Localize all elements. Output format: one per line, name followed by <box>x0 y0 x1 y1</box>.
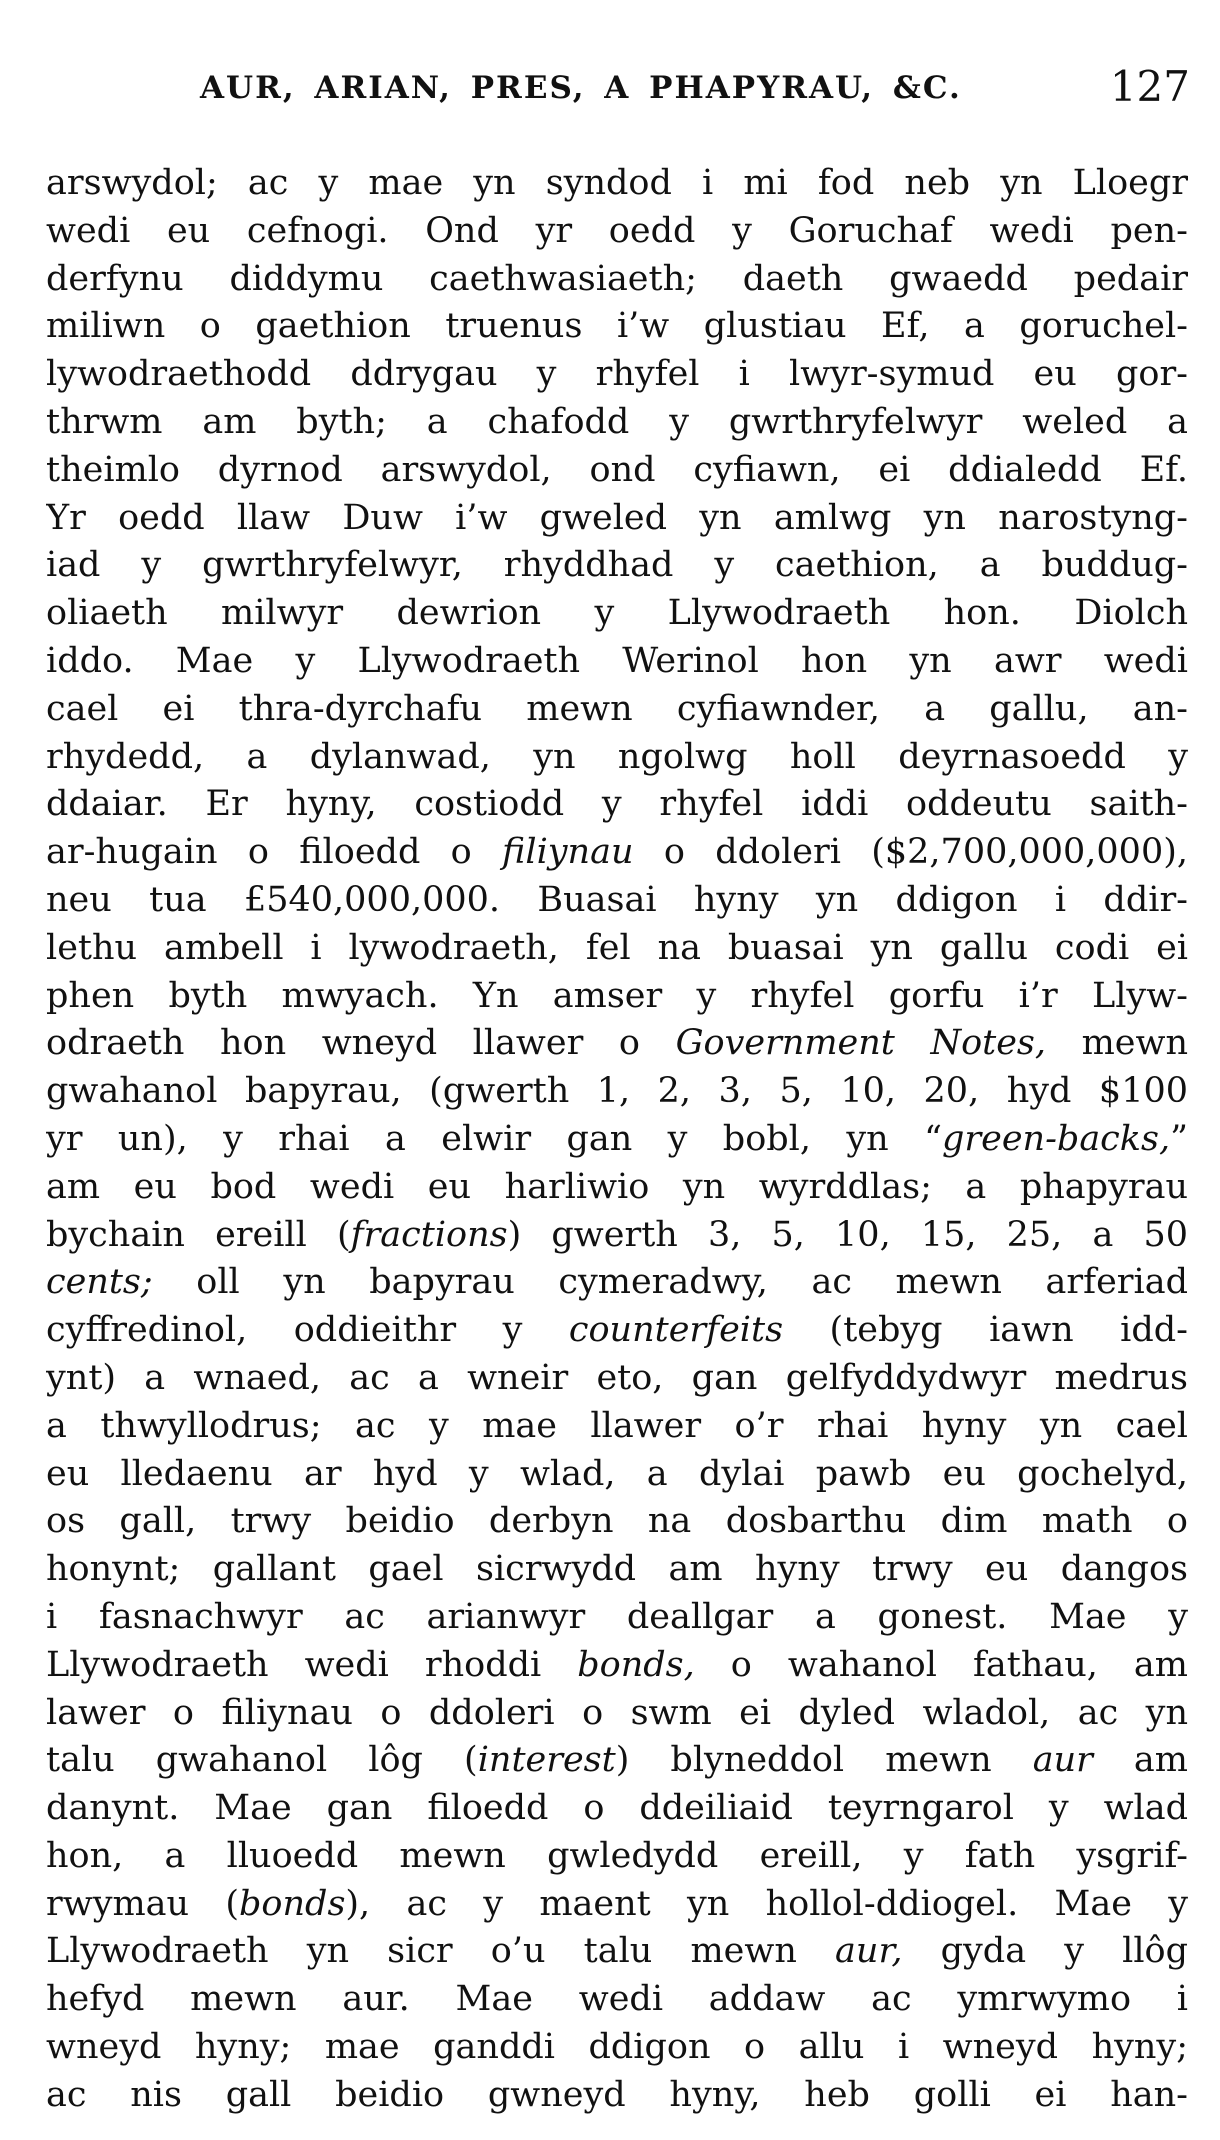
text-line <box>46 1020 1188 1068</box>
text-line <box>46 973 1188 1021</box>
text-line <box>46 829 1188 877</box>
text-segment: ynt) a wnaed, ac a wneir eto, gan gelfyddydwyr medrus <box>46 1357 1188 1398</box>
text-line <box>46 542 1188 590</box>
text-segment: Llywodraeth yn sicr o’u talu mewn <box>46 1931 836 1972</box>
text-line <box>46 638 1188 686</box>
text-line <box>46 2072 1188 2120</box>
italic-segment: bonds, <box>577 1644 695 1685</box>
text-line <box>46 303 1188 351</box>
text-line <box>46 1833 1188 1881</box>
text-line <box>46 1164 1188 1212</box>
page-number: 127 <box>1109 62 1190 111</box>
text-segment: am eu bod wedi eu harliwio yn wyrddlas; a phapyrau <box>46 1166 1188 1207</box>
body-text <box>46 160 1188 2120</box>
text-line <box>46 781 1188 829</box>
text-segment: ), ac y maent yn hollol-ddiogel. Mae y <box>345 1883 1188 1924</box>
text-line <box>46 1642 1188 1690</box>
text-line <box>46 1259 1188 1307</box>
italic-segment: aur <box>1032 1740 1093 1781</box>
text-line <box>46 1546 1188 1594</box>
text-line <box>46 1068 1188 1116</box>
text-segment: hefyd mewn aur. Mae wedi addaw ac ymrwymo i <box>46 1979 1188 2020</box>
text-line <box>46 1690 1188 1738</box>
text-line <box>46 1881 1188 1929</box>
text-segment: os gall, trwy beidio derbyn na dosbarthu dim math o <box>46 1501 1188 1542</box>
text-segment: ) blyneddol mewn <box>615 1740 1033 1781</box>
text-segment: iddo. Mae y Llywodraeth Werinol hon yn awr wedi <box>46 640 1188 681</box>
italic-segment: bonds <box>239 1883 346 1924</box>
italic-segment: Government Notes, <box>675 1023 1047 1064</box>
text-segment: wedi eu cefnogi. Ond yr oedd y Goruchaf wedi pen- <box>46 210 1188 251</box>
italic-segment: cents; <box>46 1262 153 1303</box>
text-segment: danynt. Mae gan filoedd o ddeiliaid teyrngarol y wlad <box>46 1788 1188 1829</box>
text-line <box>46 1451 1188 1499</box>
text-line <box>46 399 1188 447</box>
running-title: AUR, ARIAN, PRES, A PHAPYRAU, &C. <box>200 70 962 106</box>
text-segment: i fasnachwyr ac arianwyr deallgar a gonest. Mae y <box>46 1596 1188 1637</box>
text-line <box>46 925 1188 973</box>
text-segment: bychain ereill ( <box>46 1214 351 1255</box>
text-line <box>46 2024 1188 2072</box>
italic-segment: fractions <box>350 1214 508 1255</box>
text-line <box>46 1116 1188 1164</box>
text-segment: lethu ambell i lywodraeth, fel na buasai yn gallu codi ei <box>46 927 1188 968</box>
text-segment: ) gwerth 3, 5, 10, 15, 25, a 50 <box>507 1214 1188 1255</box>
italic-segment: counterfeits <box>568 1310 784 1351</box>
page-header <box>48 62 1190 122</box>
text-segment: odraeth hon wneyd llawer o <box>46 1023 676 1064</box>
text-segment: neu tua £540,000,000. Buasai hyny yn ddigon i ddir- <box>46 879 1188 920</box>
text-line <box>46 1212 1188 1260</box>
text-segment: talu gwahanol lôg ( <box>46 1740 478 1781</box>
text-segment: am <box>1092 1740 1188 1781</box>
text-segment: yr un), y rhai a elwir gan y bobl, yn “ <box>46 1118 942 1159</box>
text-line <box>46 208 1188 256</box>
text-line <box>46 495 1188 543</box>
text-line <box>46 1355 1188 1403</box>
italic-segment: filiynau <box>502 832 634 873</box>
text-line <box>46 351 1188 399</box>
italic-segment: green-backs, <box>941 1118 1171 1159</box>
text-line <box>46 160 1188 208</box>
text-line <box>46 1928 1188 1976</box>
text-segment: Yr oedd llaw Duw i’w gweled yn amlwg yn narostyng- <box>46 497 1188 538</box>
text-segment: Llywodraeth wedi rhoddi <box>46 1644 578 1685</box>
text-segment: hon, a lluoedd mewn gwledydd ereill, y fath ysgrif- <box>46 1835 1188 1876</box>
text-line <box>46 1498 1188 1546</box>
text-segment: lawer o filiynau o ddoleri o swm ei dyled wladol, ac yn <box>46 1692 1188 1733</box>
text-segment: cael ei thra-dyrchafu mewn cyfiawnder, a gallu, an- <box>46 688 1188 729</box>
text-segment: o wahanol fathau, am <box>694 1644 1188 1685</box>
text-segment: eu lledaenu ar hyd y wlad, a dylai pawb eu gochelyd, <box>46 1453 1188 1494</box>
italic-segment: aur, <box>835 1931 903 1972</box>
text-segment: phen byth mwyach. Yn amser y rhyfel gorfu i’r Llyw- <box>46 975 1188 1016</box>
italic-segment: interest <box>477 1740 616 1781</box>
text-line <box>46 447 1188 495</box>
text-segment: oliaeth milwyr dewrion y Llywodraeth hon. Diolch <box>46 593 1188 634</box>
text-segment: gwahanol bapyrau, (gwerth 1, 2, 3, 5, 10, 20, hyd $100 <box>46 1071 1188 1112</box>
text-segment: rhydedd, a dylanwad, yn ngolwg holl deyrnasoedd y <box>46 736 1188 777</box>
text-segment: oll yn bapyrau cymeradwy, ac mewn arferiad <box>152 1262 1188 1303</box>
text-segment: iad y gwrthryfelwyr, rhyddhad y caethion, a buddug- <box>46 545 1188 586</box>
text-line <box>46 256 1188 304</box>
text-segment: ddaiar. Er hyny, costiodd y rhyfel iddi oddeutu saith- <box>46 784 1188 825</box>
text-segment: lywodraethodd ddrygau y rhyfel i lwyr-symud eu gor- <box>46 354 1188 395</box>
text-line <box>46 1737 1188 1785</box>
text-line <box>46 1785 1188 1833</box>
text-line <box>46 734 1188 782</box>
text-line <box>46 1594 1188 1642</box>
text-segment: ac nis gall beidio gwneyd hyny, heb golli ei han- <box>46 2074 1188 2115</box>
text-line <box>46 686 1188 734</box>
text-segment: wneyd hyny; mae ganddi ddigon o allu i wneyd hyny; <box>46 2027 1188 2068</box>
text-segment: thrwm am byth; a chafodd y gwrthryfelwyr weled a <box>46 401 1188 442</box>
text-segment: theimlo dyrnod arswydol, ond cyfiawn, ei ddialedd Ef. <box>46 449 1188 490</box>
text-line <box>46 1307 1188 1355</box>
text-segment: (tebyg iawn idd- <box>783 1310 1188 1351</box>
text-segment: miliwn o gaethion truenus i’w glustiau Ef, a goruchel- <box>46 306 1188 347</box>
text-segment: arswydol; ac y mae yn syndod i mi fod neb yn Lloegr <box>46 163 1188 203</box>
text-segment: cyffredinol, oddieithr y <box>46 1310 569 1351</box>
text-line <box>46 877 1188 925</box>
text-line <box>46 1976 1188 2024</box>
text-segment: ” <box>1170 1118 1188 1159</box>
text-segment: derfynu diddymu caethwasiaeth; daeth gwaedd pedair <box>46 258 1188 299</box>
text-line <box>46 590 1188 638</box>
text-segment: mewn <box>1046 1023 1188 1064</box>
text-segment: honynt; gallant gael sicrwydd am hyny trwy eu dangos <box>46 1549 1188 1590</box>
text-segment: o ddoleri ($2,700,000,000), <box>633 832 1188 873</box>
text-line <box>46 1403 1188 1451</box>
text-segment: a thwyllodrus; ac y mae llawer o’r rhai hyny yn cael <box>46 1405 1188 1446</box>
text-segment: rwymau ( <box>46 1883 240 1924</box>
text-segment: gyda y llôg <box>902 1931 1188 1972</box>
text-segment: ar-hugain o filoedd o <box>46 832 503 873</box>
